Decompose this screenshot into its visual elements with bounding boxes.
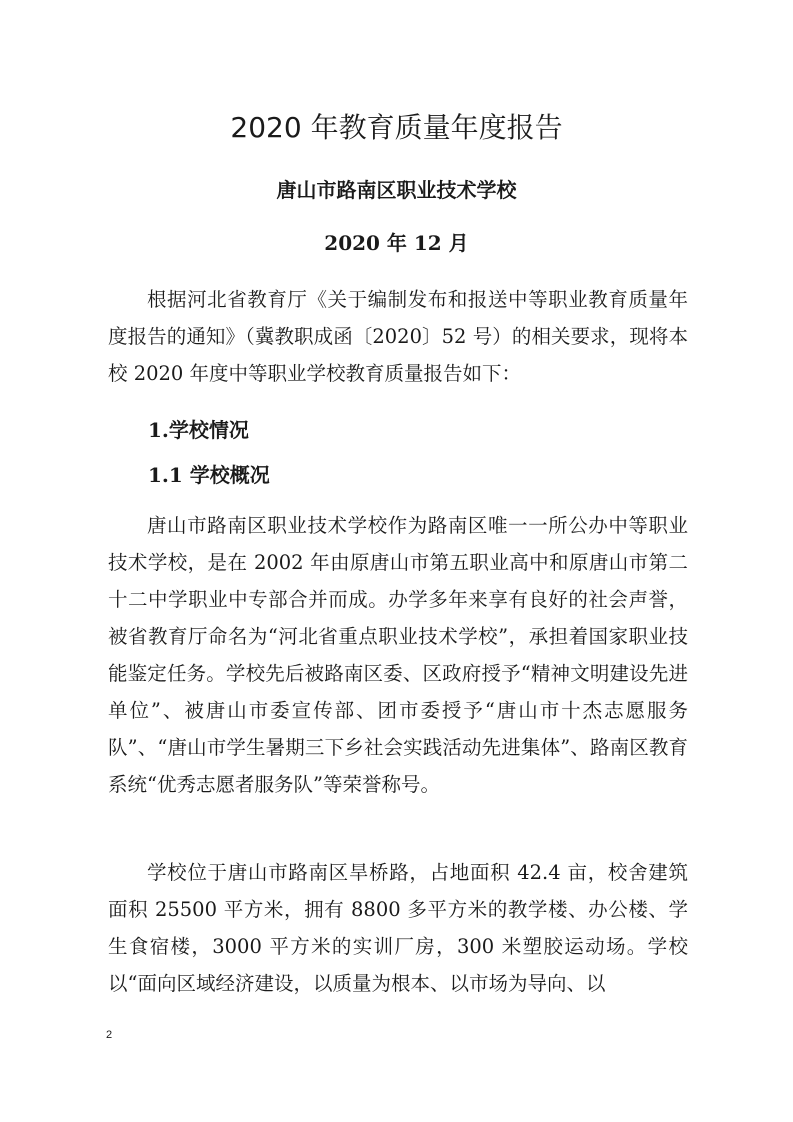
page-number: 2 — [106, 1029, 113, 1041]
subsection-heading-school-overview: 1.1 学校概况 — [148, 463, 270, 487]
report-title: 2020 年教育质量年度报告 — [230, 111, 563, 144]
report-date: 2020 年 12 月 — [324, 231, 469, 255]
intro-paragraph: 根据河北省教育厅《关于编制发布和报送中等职业教育质量年度报告的通知》（冀教职成函〔2020〕52 号）的相关要求，现将本校 2020 年度中等职业学校教育质量报告如下： — [108, 288, 688, 385]
school-name: 唐山市路南区职业技术学校 — [276, 178, 517, 202]
campus-paragraph: 学校位于唐山市路南区旱桥路，占地面积 42.4 亩，校舍建筑面积 25500 平方米，拥有 8800 多平方米的教学楼、办公楼、学生食宿楼，3000 平方米的实训厂房，300 米塑胶运动场。学校以“面向区域经济建设，以质量为根本、以市场为导向、以 — [108, 861, 688, 995]
overview-paragraph: 唐山市路南区职业技术学校作为路南区唯一一所公办中等职业技术学校，是在 2002 年由原唐山市第五职业高中和原唐山市第二十二中学职业中专部合并而成。办学多年来享有良好的社会声誉，被省教育厅命名为“河北省重点职业技术学校”，承担着国家职业技能鉴定任务。学校先后被路南区委、区政府授予“精神文明建设先进单位”、被唐山市委宣传部、团市委授予“唐山市十杰志愿服务队”、“唐山市学生暑期三下乡社会实践活动先进集体”、路南区教育系统“优秀志愿者服务队”等荣誉称号。 — [108, 514, 688, 796]
section-heading-school-situation: 1.学校情况 — [148, 418, 249, 442]
